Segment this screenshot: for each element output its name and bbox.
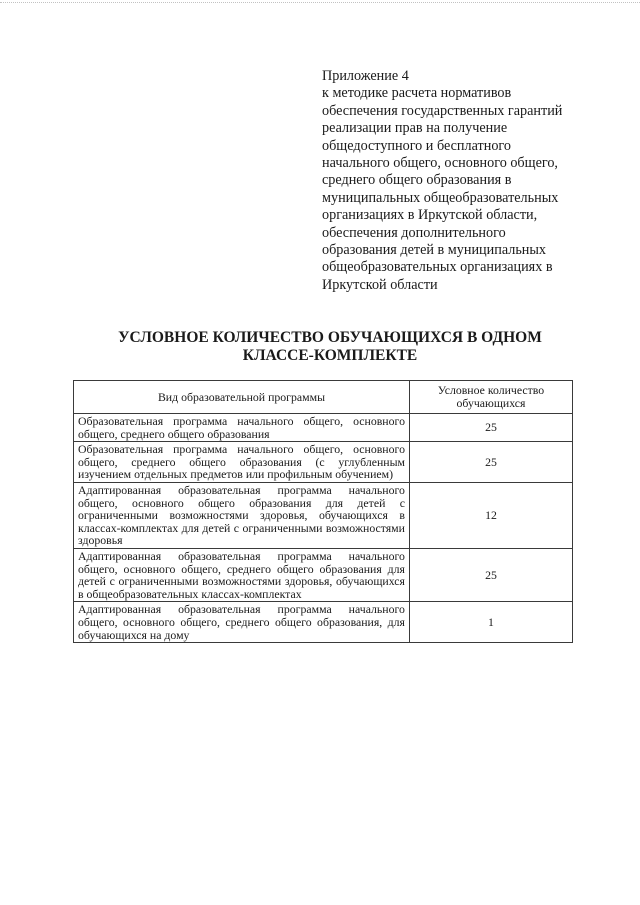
annex-line: общеобразовательных организациях в: [322, 259, 553, 276]
program-cell: Адаптированная образовательная программа начального общего, основного общего, среднего общего образования для детей с ограниченными возможностями здоровья, обучающихся в общеобразовательных классах-комплектах: [74, 548, 410, 601]
table-row: [74, 442, 573, 483]
table-header-row: [74, 381, 573, 414]
annex-line: муниципальных общеобразовательных: [322, 189, 559, 206]
annex-line: Приложение 4: [322, 68, 409, 84]
program-cell: Образовательная программа начального общего, основного общего, среднего общего образования: [74, 414, 410, 442]
annex-line: реализации прав на получение: [322, 120, 508, 137]
annex-line: Иркутской области: [322, 276, 438, 293]
count-cell: 25: [409, 548, 572, 601]
title-line-1: УСЛОВНОЕ КОЛИЧЕСТВО ОБУЧАЮЩИХСЯ В ОДНОМ: [118, 329, 542, 346]
count-cell: 25: [409, 414, 572, 442]
document-title: [60, 329, 600, 365]
annex-line: среднего общего образования в: [322, 172, 512, 189]
count-cell: 12: [409, 482, 572, 548]
title-line-2: КЛАССЕ-КОМПЛЕКТЕ: [242, 347, 418, 364]
annex-line: образования детей в муниципальных: [322, 242, 547, 259]
header-student-count: Условное количество обучающихся: [409, 381, 572, 414]
annex-line: обеспечения дополнительного: [322, 224, 506, 241]
program-cell: Образовательная программа начального общего, основного общего, среднего общего образования (с углубленным изучением отдельных предметов или профильным обучением): [74, 442, 410, 483]
header-program-type: Вид образовательной программы: [74, 381, 410, 414]
annex-line: организациях в Иркутской области,: [322, 207, 538, 224]
count-cell: 25: [409, 442, 572, 483]
annex-line: начального общего, основного общего,: [322, 155, 558, 172]
table-row: [74, 602, 573, 643]
program-cell: Адаптированная образовательная программа начального общего, основного общего образования для детей с ограниченными возможностями здоровья, обучающихся в классах-комплектах для детей с ограниченными возможностями здоровья: [74, 482, 410, 548]
table-row: [74, 482, 573, 548]
annex-line: общедоступного и бесплатного: [322, 137, 511, 154]
annex-line: обеспечения государственных гарантий: [322, 102, 563, 119]
program-cell: Адаптированная образовательная программа начального общего, основного общего, среднего общего образования, для обучающихся на дому: [74, 602, 410, 643]
table-row: [74, 548, 573, 601]
table-row: [74, 414, 573, 442]
annex-block: [322, 68, 587, 294]
count-cell: 1: [409, 602, 572, 643]
students-count-table: [73, 380, 573, 643]
annex-line: к методике расчета нормативов: [322, 85, 512, 102]
scan-edge-artifact: [0, 2, 640, 7]
